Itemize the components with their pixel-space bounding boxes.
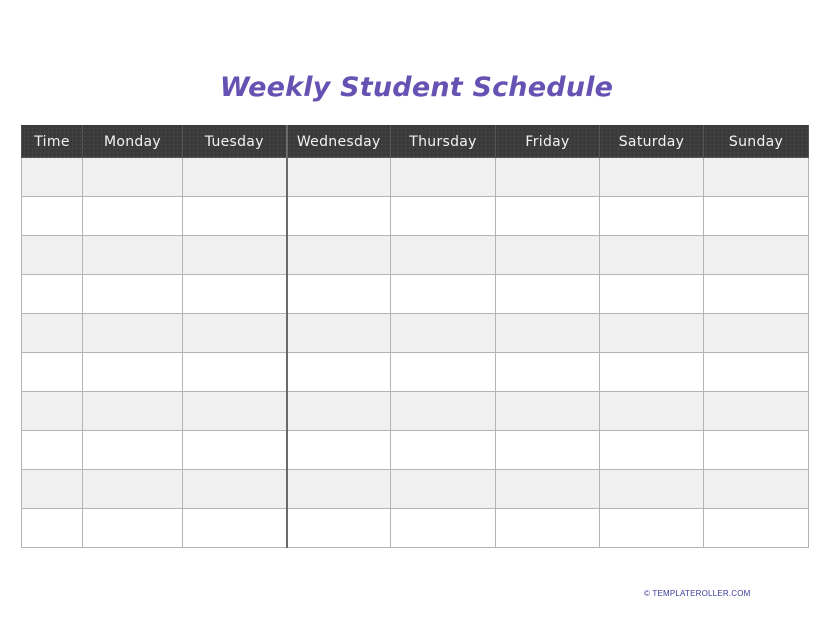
schedule-cell-time[interactable] — [22, 236, 83, 275]
schedule-cell-saturday[interactable] — [600, 275, 704, 314]
schedule-cell-time[interactable] — [22, 509, 83, 548]
schedule-cell-sunday[interactable] — [704, 275, 809, 314]
schedule-row — [22, 509, 809, 548]
schedule-cell-wednesday[interactable] — [287, 275, 391, 314]
schedule-cell-tuesday[interactable] — [183, 197, 287, 236]
schedule-body — [22, 158, 809, 548]
schedule-cell-tuesday[interactable] — [183, 314, 287, 353]
schedule-cell-tuesday[interactable] — [183, 158, 287, 197]
schedule-cell-monday[interactable] — [83, 470, 183, 509]
schedule-cell-saturday[interactable] — [600, 236, 704, 275]
schedule-cell-thursday[interactable] — [391, 236, 496, 275]
schedule-cell-friday[interactable] — [496, 470, 600, 509]
schedule-cell-sunday[interactable] — [704, 392, 809, 431]
schedule-cell-sunday[interactable] — [704, 158, 809, 197]
schedule-cell-monday[interactable] — [83, 509, 183, 548]
schedule-cell-time[interactable] — [22, 353, 83, 392]
schedule-cell-friday[interactable] — [496, 236, 600, 275]
schedule-cell-friday[interactable] — [496, 509, 600, 548]
schedule-row — [22, 431, 809, 470]
schedule-row — [22, 275, 809, 314]
column-header-saturday: Saturday — [600, 126, 704, 158]
copyright-footer: © TEMPLATEROLLER.COM — [644, 589, 751, 598]
schedule-cell-monday[interactable] — [83, 158, 183, 197]
schedule-cell-tuesday[interactable] — [183, 392, 287, 431]
schedule-cell-time[interactable] — [22, 470, 83, 509]
schedule-cell-tuesday[interactable] — [183, 431, 287, 470]
column-header-sunday: Sunday — [704, 126, 809, 158]
schedule-cell-saturday[interactable] — [600, 431, 704, 470]
schedule-cell-time[interactable] — [22, 158, 83, 197]
schedule-cell-friday[interactable] — [496, 353, 600, 392]
schedule-table — [21, 125, 809, 548]
schedule-cell-wednesday[interactable] — [287, 470, 391, 509]
schedule-cell-friday[interactable] — [496, 275, 600, 314]
schedule-cell-wednesday[interactable] — [287, 353, 391, 392]
schedule-cell-sunday[interactable] — [704, 509, 809, 548]
schedule-cell-monday[interactable] — [83, 392, 183, 431]
schedule-row — [22, 353, 809, 392]
schedule-row — [22, 470, 809, 509]
schedule-cell-friday[interactable] — [496, 431, 600, 470]
schedule-cell-saturday[interactable] — [600, 392, 704, 431]
schedule-cell-thursday[interactable] — [391, 431, 496, 470]
schedule-row — [22, 392, 809, 431]
schedule-cell-time[interactable] — [22, 392, 83, 431]
column-header-friday: Friday — [496, 126, 600, 158]
column-header-monday: Monday — [83, 126, 183, 158]
schedule-cell-time[interactable] — [22, 197, 83, 236]
schedule-cell-saturday[interactable] — [600, 470, 704, 509]
schedule-cell-thursday[interactable] — [391, 197, 496, 236]
schedule-cell-tuesday[interactable] — [183, 275, 287, 314]
schedule-cell-thursday[interactable] — [391, 158, 496, 197]
schedule-cell-tuesday[interactable] — [183, 470, 287, 509]
schedule-cell-saturday[interactable] — [600, 158, 704, 197]
schedule-cell-time[interactable] — [22, 314, 83, 353]
schedule-cell-friday[interactable] — [496, 158, 600, 197]
schedule-cell-thursday[interactable] — [391, 509, 496, 548]
schedule-cell-monday[interactable] — [83, 236, 183, 275]
schedule-cell-wednesday[interactable] — [287, 197, 391, 236]
schedule-cell-thursday[interactable] — [391, 275, 496, 314]
schedule-cell-saturday[interactable] — [600, 353, 704, 392]
schedule-cell-wednesday[interactable] — [287, 392, 391, 431]
schedule-cell-sunday[interactable] — [704, 314, 809, 353]
schedule-cell-sunday[interactable] — [704, 236, 809, 275]
schedule-cell-tuesday[interactable] — [183, 353, 287, 392]
schedule-cell-wednesday[interactable] — [287, 236, 391, 275]
schedule-cell-friday[interactable] — [496, 392, 600, 431]
schedule-cell-monday[interactable] — [83, 197, 183, 236]
schedule-row — [22, 197, 809, 236]
schedule-cell-saturday[interactable] — [600, 197, 704, 236]
schedule-cell-friday[interactable] — [496, 314, 600, 353]
column-header-thursday: Thursday — [391, 126, 496, 158]
schedule-cell-friday[interactable] — [496, 197, 600, 236]
schedule-cell-wednesday[interactable] — [287, 158, 391, 197]
schedule-cell-saturday[interactable] — [600, 509, 704, 548]
schedule-cell-wednesday[interactable] — [287, 431, 391, 470]
schedule-cell-monday[interactable] — [83, 431, 183, 470]
schedule-row — [22, 236, 809, 275]
schedule-cell-sunday[interactable] — [704, 431, 809, 470]
schedule-cell-saturday[interactable] — [600, 314, 704, 353]
schedule-cell-thursday[interactable] — [391, 353, 496, 392]
schedule-cell-time[interactable] — [22, 275, 83, 314]
schedule-cell-sunday[interactable] — [704, 197, 809, 236]
schedule-cell-sunday[interactable] — [704, 470, 809, 509]
schedule-row — [22, 314, 809, 353]
schedule-cell-tuesday[interactable] — [183, 236, 287, 275]
schedule-cell-thursday[interactable] — [391, 392, 496, 431]
schedule-cell-sunday[interactable] — [704, 353, 809, 392]
column-header-time: Time — [22, 126, 83, 158]
schedule-row — [22, 158, 809, 197]
column-header-wednesday: Wednesday — [287, 126, 391, 158]
column-header-tuesday: Tuesday — [183, 126, 287, 158]
schedule-cell-monday[interactable] — [83, 275, 183, 314]
schedule-cell-thursday[interactable] — [391, 470, 496, 509]
schedule-cell-monday[interactable] — [83, 314, 183, 353]
schedule-cell-thursday[interactable] — [391, 314, 496, 353]
header-row — [22, 126, 809, 158]
schedule-cell-time[interactable] — [22, 431, 83, 470]
schedule-cell-wednesday[interactable] — [287, 314, 391, 353]
schedule-cell-tuesday[interactable] — [183, 509, 287, 548]
schedule-cell-wednesday[interactable] — [287, 509, 391, 548]
schedule-cell-monday[interactable] — [83, 353, 183, 392]
page-title: Weekly Student Schedule — [219, 72, 614, 103]
